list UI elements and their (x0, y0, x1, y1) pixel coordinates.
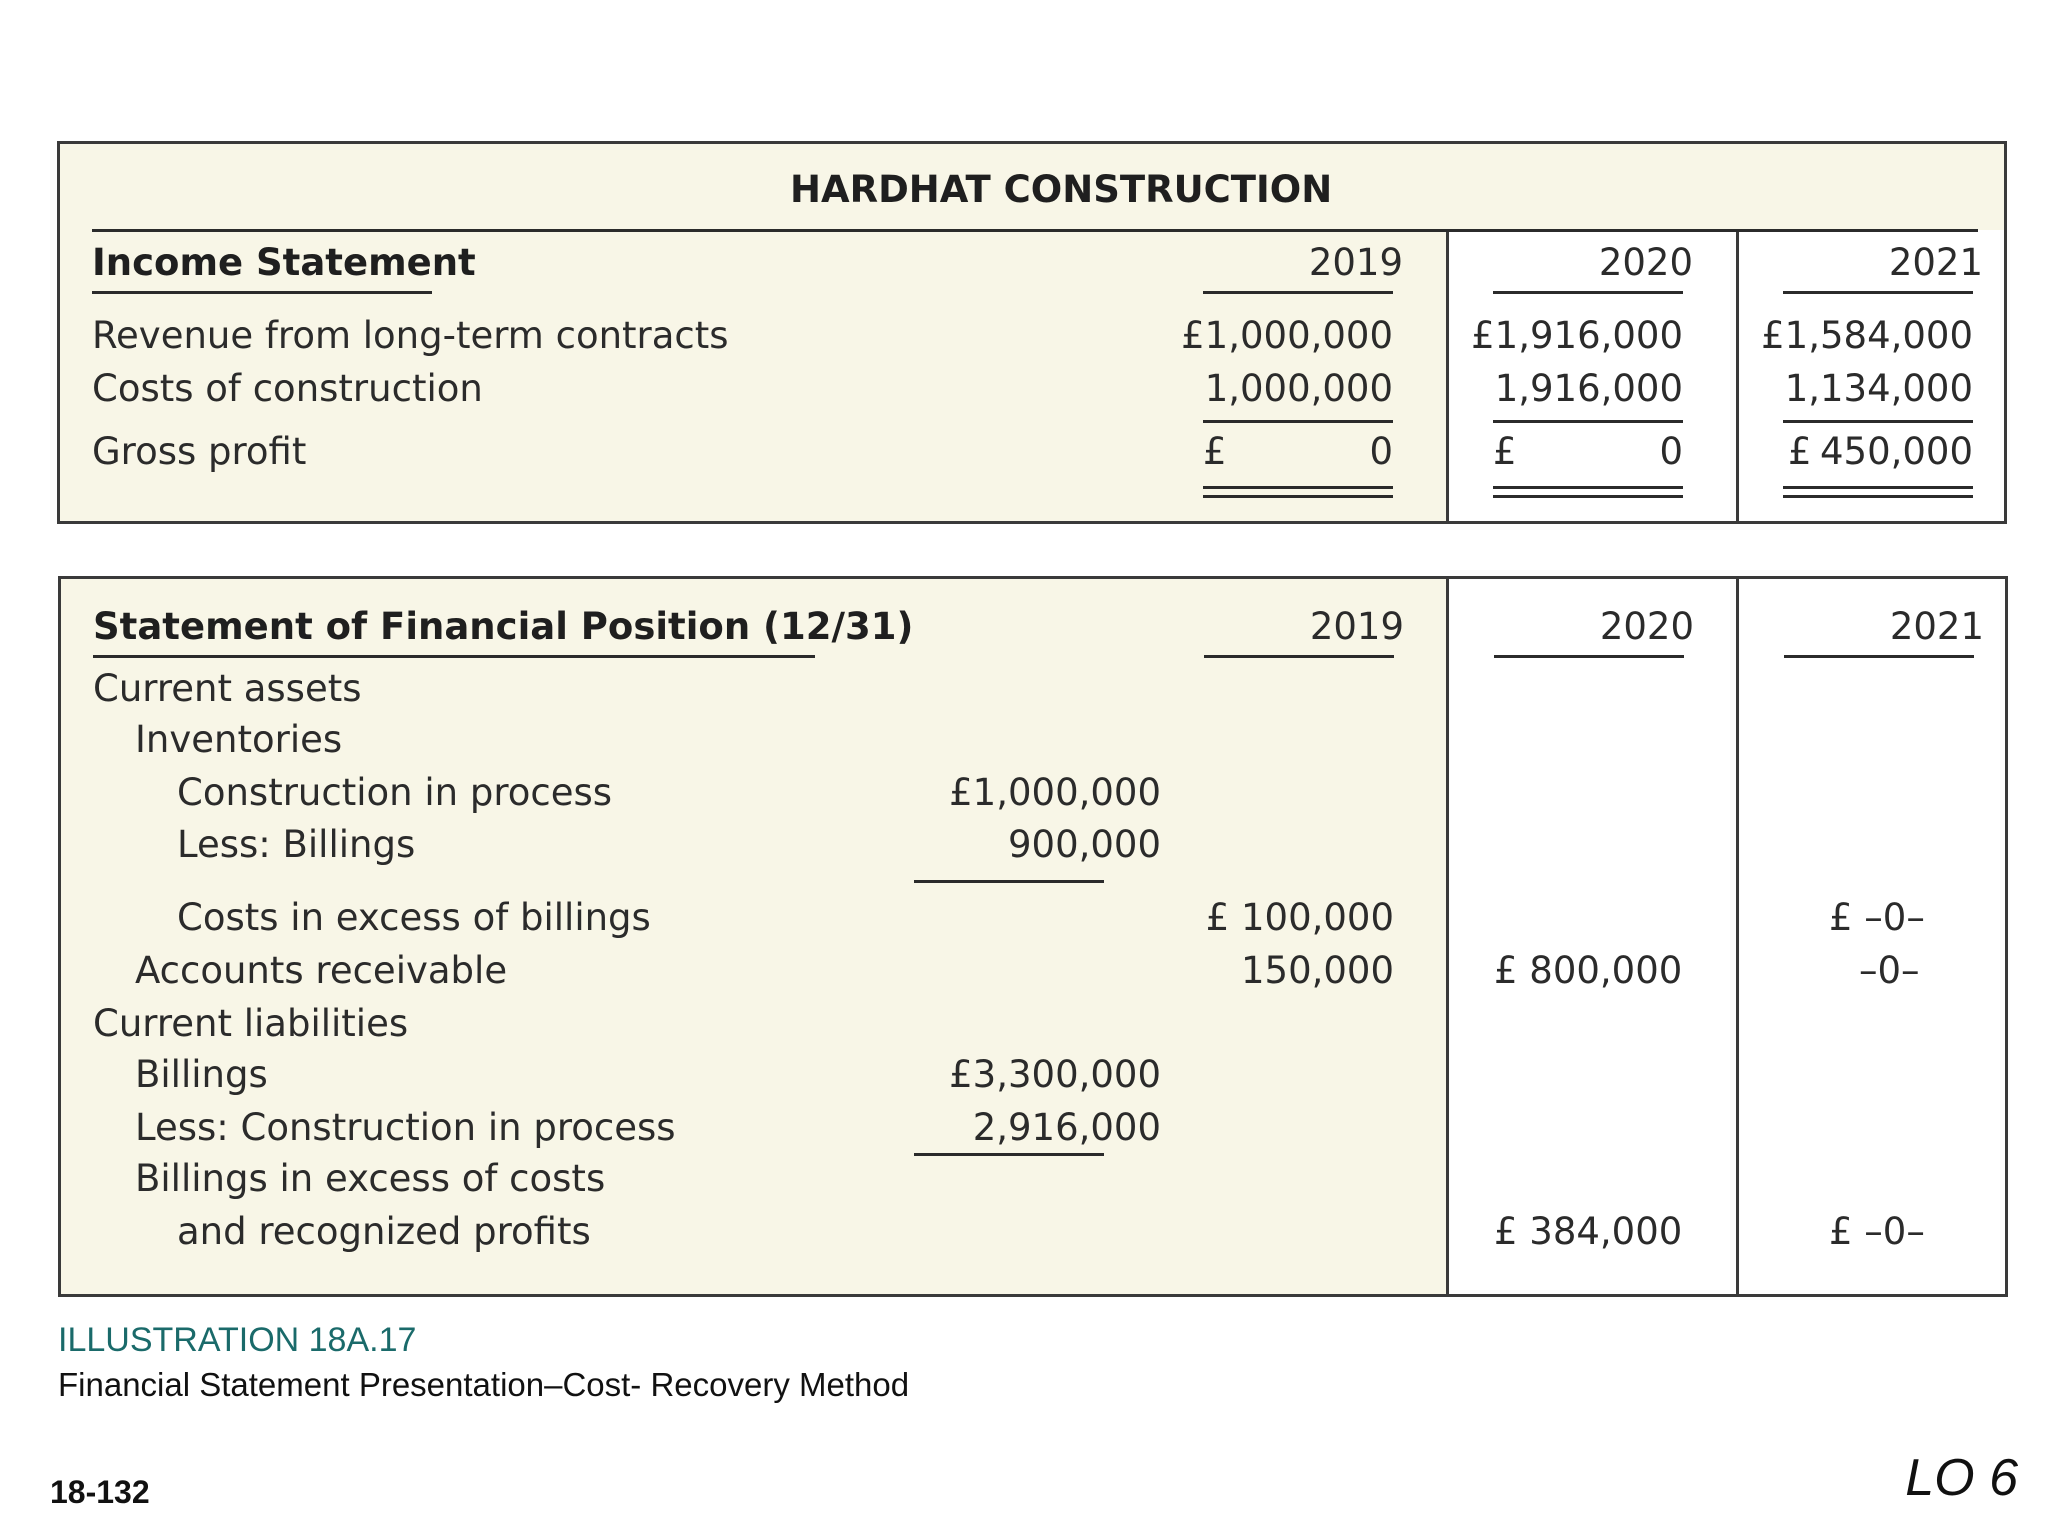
sfp-year-2019: 2019 (1309, 605, 1404, 648)
billings-excess-2020: £ 384,000 (1494, 1210, 1683, 1253)
gross-profit-2021: 450,000 (1819, 430, 1973, 473)
ar-2021: –0– (1859, 949, 1920, 992)
gross-profit-currency-2021: £ (1788, 430, 1812, 473)
costs-excess-2019: £ 100,000 (1205, 896, 1394, 939)
less-cip-label: Less: Construction in process (135, 1106, 676, 1149)
inventories-label: Inventories (135, 718, 343, 761)
costs-2020: 1,916,000 (1494, 367, 1683, 410)
ar-label: Accounts receivable (135, 949, 508, 992)
column-2020-bg (1446, 579, 1736, 1294)
current-liabilities-label: Current liabilities (93, 1002, 409, 1045)
heading-underline (92, 291, 432, 294)
sfp-heading: Statement of Financial Position (12/31) (93, 605, 914, 648)
less-cip-amount: 2,916,000 (972, 1106, 1161, 1149)
illustration-subtitle: Financial Statement Presentation–Cost- Recovery Method (58, 1366, 910, 1403)
billings-label: Billings (135, 1053, 268, 1096)
costs-underline-2019 (1203, 420, 1393, 423)
costs-underline-2020 (1493, 420, 1683, 423)
less-billings-underline (914, 880, 1104, 883)
costs-excess-label: Costs in excess of billings (177, 896, 651, 939)
financial-position-box (58, 576, 2008, 1297)
row-label-gross-profit: Gross profit (92, 430, 307, 473)
slide-number: 18-132 (50, 1474, 150, 1510)
row-label-revenue: Revenue from long-term contracts (92, 314, 729, 357)
sfp-year-underline-2021 (1784, 655, 1974, 658)
year-underline-2020 (1493, 291, 1683, 294)
less-cip-underline (914, 1153, 1104, 1156)
revenue-2021: £1,584,000 (1761, 314, 1973, 357)
costs-underline-2021 (1783, 420, 1973, 423)
sfp-year-2021: 2021 (1889, 605, 1984, 648)
cip-amount: £1,000,000 (949, 771, 1161, 814)
billings-excess-2021: £ –0– (1829, 1210, 1925, 1253)
illustration-title: ILLUSTRATION 18A.17 (58, 1321, 417, 1359)
costs-2021: 1,134,000 (1784, 367, 1973, 410)
year-underline-2019 (1203, 291, 1393, 294)
less-billings-amount: 900,000 (1007, 823, 1161, 866)
cip-label: Construction in process (177, 771, 613, 814)
sfp-year-underline-2020 (1494, 655, 1684, 658)
billings-amount: £3,300,000 (949, 1053, 1161, 1096)
company-name: HARDHAT CONSTRUCTION (790, 168, 1333, 211)
gross-profit-double-underline-2021 (1783, 486, 1973, 498)
company-underline (92, 229, 1978, 232)
gross-profit-double-underline-2020 (1493, 486, 1683, 498)
learning-objective-label: LO 6 (1905, 1449, 2018, 1507)
sfp-heading-underline (93, 655, 815, 658)
ar-2019: 150,000 (1240, 949, 1394, 992)
year-2020: 2020 (1598, 241, 1693, 284)
income-statement-box (57, 141, 2007, 524)
costs-2019: 1,000,000 (1204, 367, 1393, 410)
year-2021: 2021 (1888, 241, 1983, 284)
income-statement-heading: Income Statement (92, 241, 476, 284)
year-underline-2021 (1783, 291, 1973, 294)
billings-excess-label-line1: Billings in excess of costs (135, 1157, 606, 1200)
sfp-year-underline-2019 (1204, 655, 1394, 658)
revenue-2019: £1,000,000 (1181, 314, 1393, 357)
year-2019: 2019 (1308, 241, 1403, 284)
sfp-year-2020: 2020 (1599, 605, 1694, 648)
gross-profit-2020: 0 (1659, 430, 1683, 473)
row-label-costs: Costs of construction (92, 367, 483, 410)
gross-profit-currency-2020: £ (1493, 430, 1517, 473)
billings-excess-label-line2: and recognized profits (177, 1210, 591, 1253)
costs-excess-2021: £ –0– (1829, 896, 1925, 939)
gross-profit-double-underline-2019 (1203, 486, 1393, 498)
revenue-2020: £1,916,000 (1471, 314, 1683, 357)
current-assets-label: Current assets (93, 667, 362, 710)
less-billings-label: Less: Billings (177, 823, 416, 866)
gross-profit-currency-2019: £ (1203, 430, 1227, 473)
ar-2020: £ 800,000 (1494, 949, 1683, 992)
gross-profit-2019: 0 (1369, 430, 1393, 473)
